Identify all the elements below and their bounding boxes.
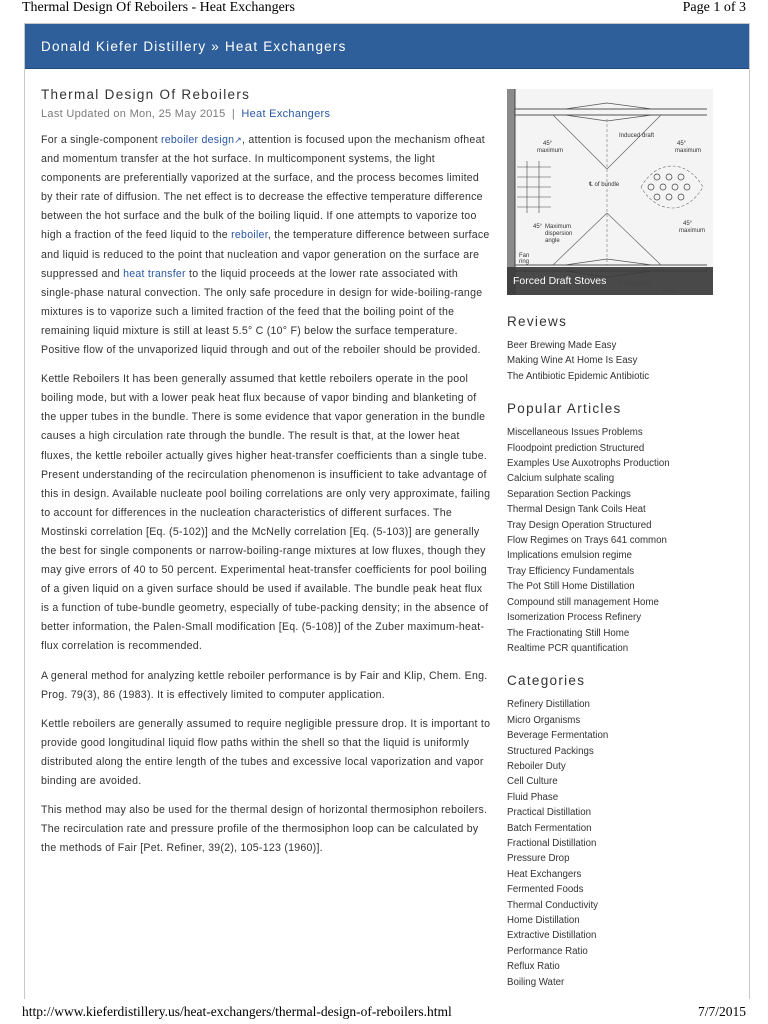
- label-max-a: maximum: [537, 148, 564, 154]
- reviews-list: [507, 338, 713, 384]
- last-updated-date: Last Updated on Mon, 25 May 2015: [41, 108, 226, 120]
- popular-article-link[interactable]: Flow Regimes on Trays 641 common: [507, 535, 667, 547]
- category-item-link[interactable]: Reboiler Duty: [507, 760, 566, 772]
- category-item-link[interactable]: Micro Organisms: [507, 714, 581, 726]
- heat-transfer-link[interactable]: heat transfer: [123, 267, 186, 280]
- popular-article-link[interactable]: The Pot Still Home Distillation: [507, 581, 635, 593]
- label-angle: angle: [545, 238, 560, 244]
- reboiler-design-link[interactable]: reboiler design: [161, 134, 235, 146]
- label-fan: Fan: [519, 253, 530, 259]
- label-45-b: 45°: [677, 141, 687, 147]
- categories-list: [507, 697, 713, 990]
- popular-article-link[interactable]: Calcium sulphate scaling: [507, 473, 615, 485]
- popular-article-link[interactable]: Separation Section Packings: [507, 488, 631, 500]
- print-page-title: Thermal Design Of Reboilers - Heat Exchangers: [22, 0, 295, 15]
- forced-draft-figure[interactable]: [507, 89, 713, 295]
- category-item-link[interactable]: Cell Culture: [507, 776, 558, 788]
- popular-article-link[interactable]: Floodpoint prediction Structured: [507, 442, 645, 454]
- print-header: [0, 0, 768, 20]
- review-link[interactable]: The Antibiotic Epidemic Antibiotic: [507, 370, 650, 382]
- figure-caption: Forced Draft Stoves: [513, 275, 607, 287]
- label-max-d: maximum: [679, 228, 706, 234]
- p1-text-4: to the liquid proceeds at the lower rate associated with single-phase natural convection. The only safe procedure in design for wide-boiling-range mixtures is to vaporize such a limited fraction of the feed that the boiling point of the remaining liquid mixture is still at least 5.5° C (10° F) below the surface temperature. Positive flow of the unvaporized liquid through and out of the reboiler should be provided.: [41, 267, 483, 357]
- p1-text-1: For a single-component: [41, 134, 161, 146]
- category-item-link[interactable]: Extractive Distillation: [507, 930, 597, 942]
- label-induced-draft: Induced draft: [619, 133, 655, 139]
- article-paragraph-4: Kettle reboilers are generally assumed to require negligible pressure drop. It is important to provide good longitudinal liquid flow paths within the shell so that the liquid is uniformly distributed along the entire length of the tubes and excessive local vaporization and vapor binding are avoided.: [41, 717, 491, 787]
- category-item-link[interactable]: Refinery Distillation: [507, 699, 590, 711]
- popular-article-link[interactable]: Tray Efficiency Fundamentals: [507, 565, 635, 577]
- article-paragraph-5: This method may also be used for the thermal design of horizontal thermosiphon reboilers. The recirculation rate and pressure profile of the thermosiphon loop can be calculated by the methods of Fair [Pet. Refiner, 39(2), 105-123 (1960)].: [41, 804, 488, 855]
- sidebar: [507, 89, 713, 990]
- review-link[interactable]: Making Wine At Home Is Easy: [507, 355, 638, 367]
- category-item-link[interactable]: Pressure Drop: [507, 853, 570, 865]
- print-page-number: Page 1 of 3: [682, 0, 746, 15]
- label-45-d: 45°: [683, 221, 693, 227]
- figure-caption-bar: [507, 267, 713, 295]
- label-ring: ring: [519, 259, 530, 265]
- label-45-c: 45°: [533, 224, 543, 230]
- popular-article-link[interactable]: Compound still management Home: [507, 596, 659, 608]
- popular-articles-list: [507, 425, 713, 656]
- label-dispersion: dispersion: [545, 231, 573, 237]
- popular-article-link[interactable]: Miscellaneous Issues Problems: [507, 427, 643, 439]
- label-max-c: Maximum: [545, 224, 572, 230]
- review-link[interactable]: Beer Brewing Made Easy: [507, 340, 617, 351]
- p1-text-3: , the temperature difference between surface and liquid is reduced to the point that nucleation and vapor generation on the surface are suppressed and: [41, 229, 490, 280]
- reboiler-link[interactable]: reboiler: [231, 229, 268, 242]
- article-paragraph-3: A general method for analyzing kettle reboiler performance is by Fair and Klip, Chem. Eng. Prog. 79(3), 86 (1983). It is effectively limited to computer application.: [41, 669, 488, 701]
- print-footer: [0, 1002, 768, 1024]
- popular-article-link[interactable]: Examples Use Auxotrophs Production: [507, 458, 670, 470]
- label-bundle: ℄ of bundle: [589, 182, 620, 188]
- popular-article-link[interactable]: Implications emulsion regime: [507, 550, 632, 562]
- article-content: [41, 87, 493, 868]
- external-link-icon: ↗: [234, 135, 243, 145]
- popular-article-link[interactable]: Thermal Design Tank Coils Heat: [507, 504, 646, 516]
- meta-separator: |: [231, 108, 236, 120]
- article-title: Thermal Design Of Reboilers: [41, 87, 251, 102]
- reboiler-diagram: [507, 89, 713, 295]
- label-45-a: 45°: [543, 141, 553, 147]
- print-page-url: http://www.kieferdistillery.us/heat-exchangers/thermal-design-of-reboilers.html: [22, 1004, 452, 1019]
- category-item-link[interactable]: Thermal Conductivity: [507, 899, 598, 911]
- category-link[interactable]: Heat Exchangers: [241, 108, 331, 120]
- popular-articles-heading: Popular Articles: [507, 401, 622, 417]
- category-item-link[interactable]: Practical Distillation: [507, 807, 591, 819]
- page-frame: [24, 23, 750, 999]
- p1-text-2: , attention is focused upon the mechanism ofheat and momentum transfer at the hot surface. In multicomponent systems, the light components are preferentially vaporized at the surface, and the process becomes limited by their rate of diffusion. The net effect is to decrease the effective temperature difference between the hot surface and the bulk of the boiling liquid. If one attempts to vaporize too high a fraction of the feed liquid to the: [41, 134, 485, 242]
- article-paragraph-2: Kettle Reboilers It has been generally assumed that kettle reboilers operate in the pool boiling mode, but with a lower peak heat flux because of vapor binding and blanketing of the upper tubes in the bundle. There is some evidence that vapor generation in the bundle causes a high circulation rate through the bundle. The result is that, at the lower heat fluxes, the kettle reboiler actually gives higher heat-transfer coefficients than a single tube. Present understanding of the recirculation phenomenon is insufficient to take advantage of this in design. Available nucleate pool boiling correlations are only very approximate, failing to account for differences in the nucleation characteristics of different surfaces. The Mostinski correlation [Eq. (5-102)] and the McNelly correlation [Eq. (5-103)] are generally the best for single components or narrow-boiling-range mixtures at low fluxes, though they may give errors of 40 to 50 percent. Experimental heat-transfer coefficients for pool boiling of a given liquid on a given surface should be used if available. The bundle peak heat flux is a function of tube-bundle geometry, especially of tube-packing density; in the absence of better information, the Palen-Small modification [Eq. (5-108)] of the Zuber maximum-heat-flux correlation is recommended.: [41, 373, 491, 653]
- popular-article-link[interactable]: Isomerization Process Refinery: [507, 612, 642, 624]
- article-meta: [41, 108, 493, 120]
- popular-article-link[interactable]: Realtime PCR quantification: [507, 642, 629, 654]
- category-item-link[interactable]: Performance Ratio: [507, 945, 588, 957]
- site-title-link[interactable]: Donald Kiefer Distillery » Heat Exchangers: [41, 39, 347, 54]
- category-item-link[interactable]: Structured Packings: [507, 745, 594, 757]
- category-item-link[interactable]: Batch Fermentation: [507, 822, 592, 834]
- category-item-link[interactable]: Fermented Foods: [507, 884, 584, 896]
- category-item-link[interactable]: Fractional Distillation: [507, 837, 597, 849]
- article-paragraph-1: [41, 131, 493, 360]
- reviews-heading: Reviews: [507, 314, 568, 329]
- print-date: 7/7/2015: [697, 1004, 746, 1019]
- label-max-b: maximum: [675, 148, 702, 154]
- site-header-bar: [25, 24, 749, 69]
- category-item-link[interactable]: Boiling Water: [507, 976, 565, 988]
- popular-article-link[interactable]: The Fractionating Still Home: [507, 627, 630, 639]
- category-item-link[interactable]: Heat Exchangers: [507, 868, 582, 880]
- category-item-link[interactable]: Fluid Phase: [507, 791, 559, 803]
- popular-article-link[interactable]: Tray Design Operation Structured: [507, 519, 652, 531]
- categories-heading: Categories: [507, 673, 586, 689]
- category-item-link[interactable]: Home Distillation: [507, 915, 580, 926]
- category-item-link[interactable]: Reflux Ratio: [507, 961, 560, 973]
- category-item-link[interactable]: Beverage Fermentation: [507, 730, 609, 742]
